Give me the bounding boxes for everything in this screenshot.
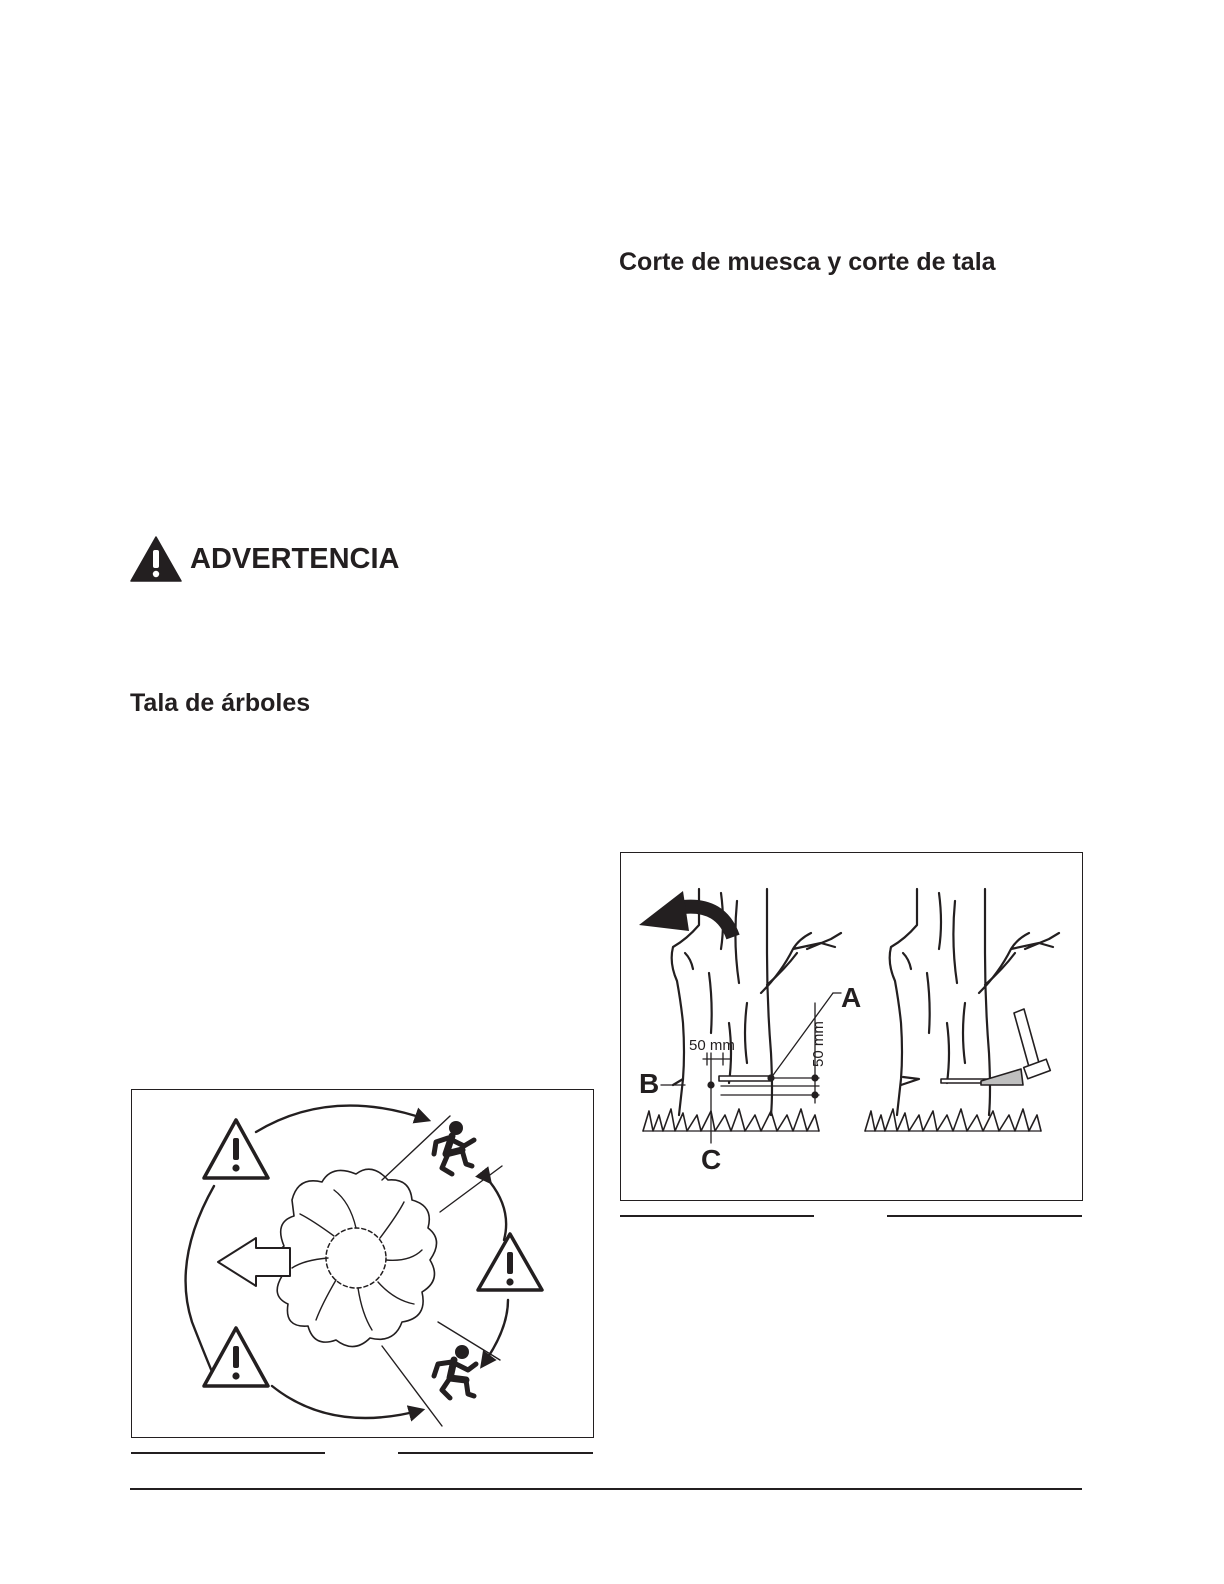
warning-block (130, 535, 399, 583)
hammer-icon (1014, 1009, 1050, 1079)
warning-triangle-icon (478, 1234, 542, 1290)
warning-triangle-icon (130, 536, 182, 582)
warning-triangle-icon (204, 1120, 268, 1178)
label-b: B (639, 1068, 660, 1099)
arc-top (256, 1106, 428, 1132)
footer-rule (130, 1488, 1082, 1490)
running-person-icon (434, 1121, 474, 1174)
dimension-label-vertical: 50 mm (810, 1021, 827, 1067)
tree-branch-right (979, 933, 1059, 993)
warning-label: ADVERTENCIA (190, 542, 400, 575)
arc-right-upper (490, 1182, 506, 1240)
arc-bottom (272, 1386, 422, 1418)
label-a: A (841, 982, 862, 1013)
felling-cut-illustration (621, 853, 1081, 1199)
figure-felling-cut (620, 852, 1083, 1201)
caption-rule-left-1 (131, 1452, 325, 1454)
running-person-icon (434, 1345, 476, 1398)
arc-left (186, 1186, 218, 1386)
danger-zone-illustration (132, 1090, 592, 1436)
fall-direction-arrow-icon (218, 1238, 290, 1286)
heading-notch-felling-cut: Corte de muesca y corte de tala (619, 248, 996, 276)
figure-felling-danger-zone (131, 1089, 594, 1438)
caption-rule-right-2 (887, 1215, 1082, 1217)
caption-rule-right-1 (620, 1215, 814, 1217)
warning-triangle-icon (204, 1328, 268, 1386)
heading-tree-felling: Tala de árboles (130, 689, 311, 717)
dimension-label-horizontal: 50 mm (689, 1037, 735, 1054)
label-c: C (701, 1144, 722, 1175)
grass-left (643, 1109, 819, 1131)
grass-right (865, 1109, 1041, 1131)
felling-wedge (981, 1069, 1023, 1085)
tree-branch-left (761, 933, 841, 993)
tree-crown (275, 1169, 436, 1346)
arc-right-lower (482, 1300, 508, 1366)
caption-rule-left-2 (398, 1452, 593, 1454)
